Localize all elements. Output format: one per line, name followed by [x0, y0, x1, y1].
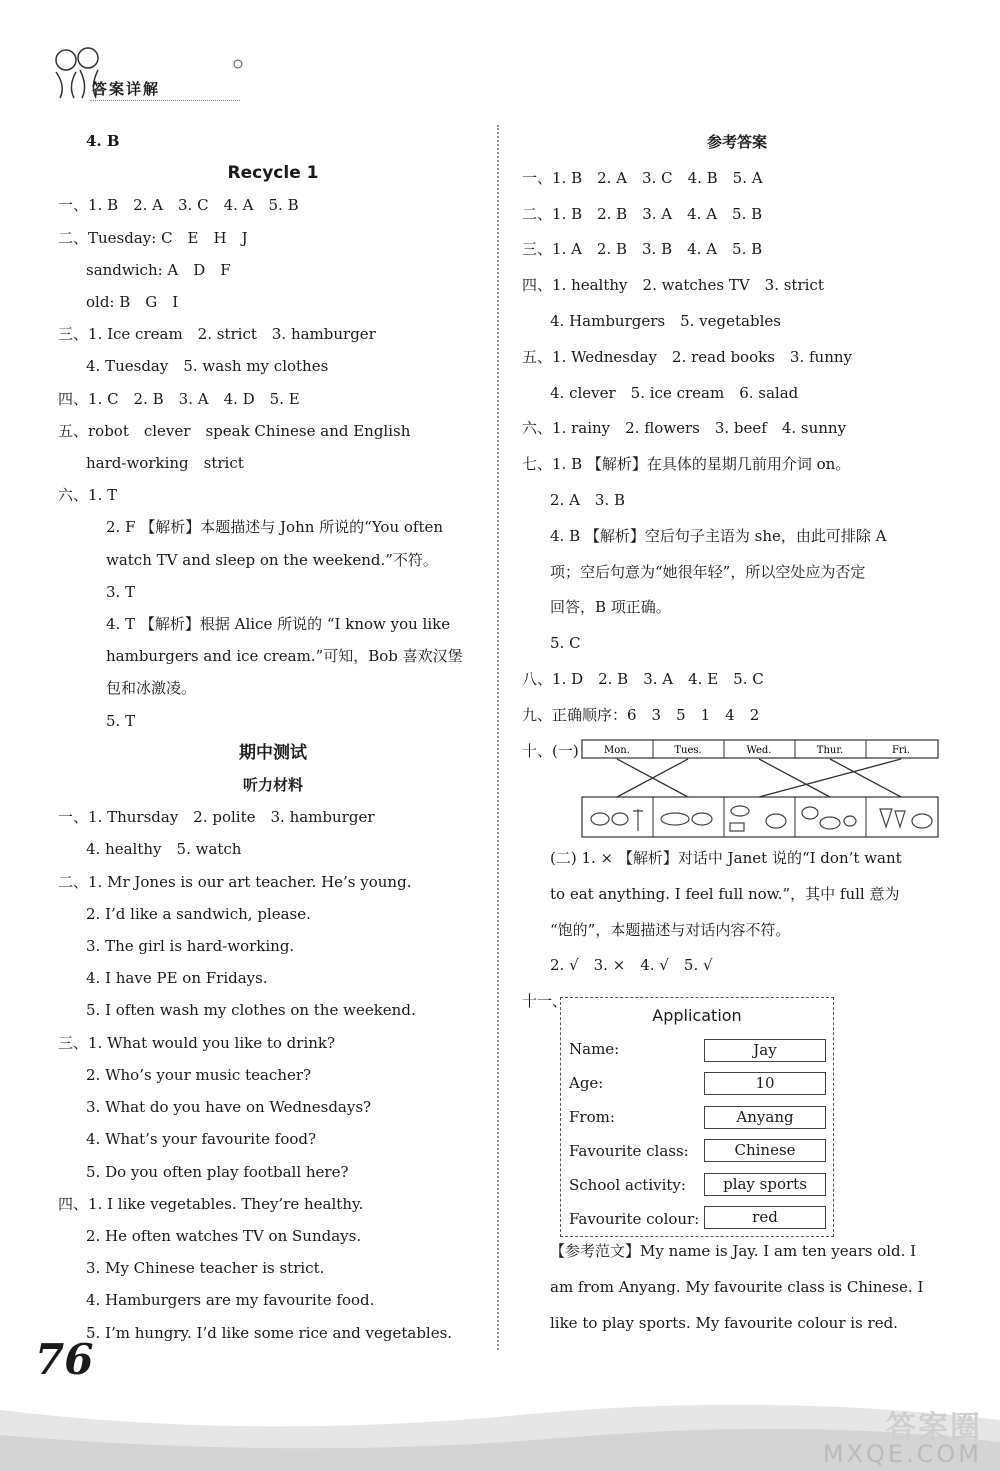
answer-line: 三、1. A 2. B 3. B 4. A 5. B	[522, 240, 763, 259]
watermark-site: MXQE.COM	[822, 1440, 982, 1468]
answer-line: 三、1. What would you like to drink?	[58, 1033, 336, 1052]
answer-line: 4. healthy 5. watch	[86, 840, 242, 859]
answer-line: 5. I often wash my clothes on the weekend.	[86, 1001, 416, 1020]
day-label: Wed.	[746, 745, 772, 756]
section-title-midterm: 期中测试	[239, 742, 307, 763]
form-label: Age:	[569, 1074, 604, 1092]
form-value-box: 10	[704, 1072, 826, 1095]
answer-line: 八、1. D 2. B 3. A 4. E 5. C	[522, 669, 764, 688]
answer-line: 2. F 【解析】本题描述与 John 所说的“You often	[106, 518, 444, 537]
answer-line: 二、1. B 2. B 3. A 4. A 5. B	[522, 204, 763, 223]
section-title-answers: 参考答案	[706, 133, 767, 151]
answer-line: 四、1. C 2. B 3. A 4. D 5. E	[58, 389, 300, 408]
answer-line: 5. C	[550, 634, 581, 653]
watermark-brand: 答案圈	[886, 1410, 982, 1445]
answer-line: 3. What do you have on Wednesdays?	[86, 1098, 372, 1117]
answer-line: 四、1. I like vegetables. They’re healthy.	[58, 1194, 364, 1213]
answer-line: 4. Hamburgers are my favourite food.	[86, 1291, 375, 1310]
answer-line: 2. Who’s your music teacher?	[86, 1065, 312, 1084]
answer-line: 三、1. Ice cream 2. strict 3. hamburger	[58, 325, 376, 344]
answer-line: 项；空后句意为“她很年轻”，所以空处应为否定	[550, 562, 866, 581]
answer-line: 3. T	[106, 582, 136, 601]
answer-line: 4. Hamburgers 5. vegetables	[550, 311, 781, 330]
form-label: Name:	[569, 1040, 620, 1058]
form-label: Favourite class:	[569, 1142, 689, 1160]
form-value-box: play sports	[704, 1173, 826, 1196]
answer-line: old: B G I	[86, 293, 179, 312]
application-form	[560, 997, 834, 1237]
answer-line: 包和冰激凌。	[106, 679, 197, 698]
answer-line: “饱的”，本题描述与对话内容不符。	[550, 920, 791, 939]
day-label: Tues.	[674, 745, 702, 756]
answer-line: 2. √ 3. × 4. √ 5. √	[550, 956, 713, 975]
answer-line: 3. My Chinese teacher is strict.	[86, 1259, 325, 1278]
answer-line: (二) 1. × 【解析】对话中 Janet 说的“I don’t want	[550, 848, 902, 867]
essay-line: 【参考范文】My name is Jay. I am ten years old. I	[550, 1241, 917, 1260]
form-value-box: Chinese	[704, 1139, 826, 1162]
answer-line: hard-working strict	[86, 454, 244, 473]
answer-line: 六、1. T	[58, 486, 118, 505]
answer-line: 回答，B 项正确。	[550, 598, 671, 617]
answer-line: 4. clever 5. ice cream 6. salad	[550, 383, 799, 402]
answer-line: 二、Tuesday: C E H J	[58, 228, 248, 247]
answer-line: 2. I’d like a sandwich, please.	[86, 904, 311, 923]
answer-line: 4. B 【解析】空后句子主语为 she，由此可排除 A	[550, 526, 887, 545]
answer-line: 4. Tuesday 5. wash my clothes	[86, 357, 329, 376]
answer-line: sandwich: A D F	[86, 260, 231, 279]
answer-line: 一、1. Thursday 2. polite 3. hamburger	[58, 808, 375, 827]
answer-line: 五、1. Wednesday 2. read books 3. funny	[522, 347, 852, 366]
section-title-recycle: Recycle 1	[227, 163, 319, 184]
answer-line: watch TV and sleep on the weekend.”不符。	[106, 550, 438, 569]
matching-figure	[580, 739, 940, 839]
header-rule	[90, 100, 240, 101]
form-label: School activity:	[569, 1176, 686, 1194]
day-label: Mon.	[604, 745, 630, 756]
column-divider	[497, 125, 499, 1350]
answer-line: 四、1. healthy 2. watches TV 3. strict	[522, 276, 824, 295]
answer-line: 九、正确顺序：6 3 5 1 4 2	[522, 705, 760, 724]
answer-line: 5. T	[106, 711, 136, 730]
answer-line: 5. I’m hungry. I’d like some rice and vegetables.	[86, 1323, 453, 1342]
answer-line: 4. T 【解析】根据 Alice 所说的 “I know you like	[106, 615, 451, 634]
essay-line: am from Anyang. My favourite class is Chinese. I	[550, 1277, 924, 1296]
header-title: 答案详解	[92, 80, 161, 98]
answer-line: 4. B	[86, 132, 120, 150]
page-number: 76	[35, 1335, 94, 1384]
form-value-box: Jay	[704, 1039, 826, 1062]
form-value-box: red	[704, 1206, 826, 1229]
answer-line: 二、1. Mr Jones is our art teacher. He’s young.	[58, 872, 412, 891]
answer-line: 4. I have PE on Fridays.	[86, 969, 268, 988]
answer-line: 十一、	[522, 992, 568, 1011]
answer-line: 六、1. rainy 2. flowers 3. beef 4. sunny	[522, 419, 847, 438]
answer-line: 一、1. B 2. A 3. C 4. B 5. A	[522, 168, 763, 187]
answer-line: 五、robot clever speak Chinese and English	[58, 421, 411, 440]
answer-line: 一、1. B 2. A 3. C 4. A 5. B	[58, 196, 299, 215]
form-label: Favourite colour:	[569, 1210, 700, 1228]
answer-line: hamburgers and ice cream.”可知，Bob 喜欢汉堡	[106, 647, 463, 666]
answer-line: 5. Do you often play football here?	[86, 1162, 349, 1181]
section-subtitle-listening: 听力材料	[242, 776, 303, 795]
application-title: Application	[652, 1006, 742, 1025]
left-column	[58, 125, 488, 1349]
form-label: From:	[569, 1108, 615, 1126]
answer-line: 3. The girl is hard-working.	[86, 937, 295, 956]
day-label: Thur.	[816, 745, 844, 756]
day-label: Fri.	[891, 745, 911, 756]
answer-line: 4. What’s your favourite food?	[86, 1130, 317, 1149]
answer-line: 2. He often watches TV on Sundays.	[86, 1226, 362, 1245]
answer-line: 2. A 3. B	[550, 490, 626, 509]
answer-line: to eat anything. I feel full now.”，其中 full 意为	[550, 884, 900, 903]
essay-line: like to play sports. My favourite colour is red.	[550, 1313, 898, 1332]
food-icon	[591, 806, 932, 831]
form-value-box: Anyang	[704, 1106, 826, 1129]
answer-line: 十、(一)	[522, 741, 579, 760]
answer-line: 七、1. B 【解析】在具体的星期几前用介词 on。	[522, 455, 851, 474]
